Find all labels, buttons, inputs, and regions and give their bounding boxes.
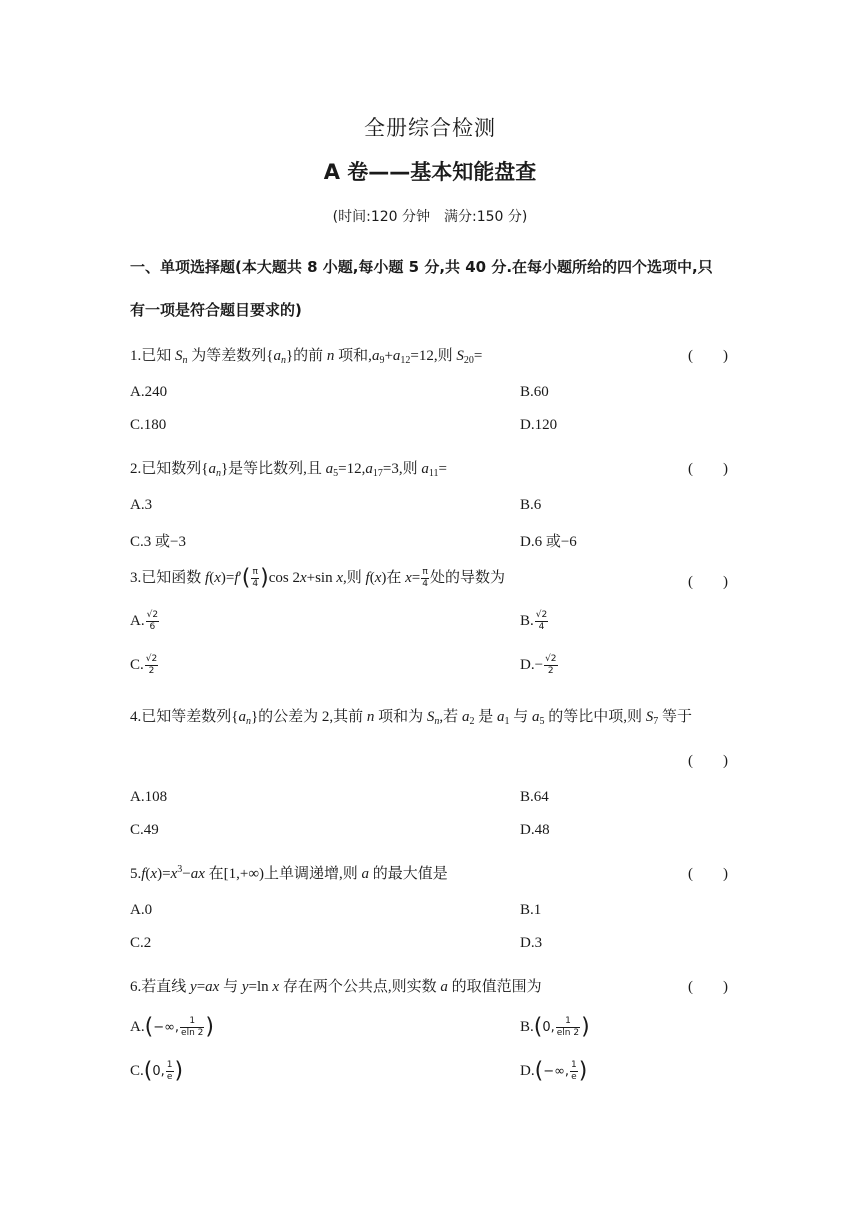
q3-option-d: D.− $\frac{√2}{2}$ xyxy=(520,654,557,676)
q1-option-b: B.60 xyxy=(520,384,549,400)
q1-option-c: C.180 xyxy=(130,417,167,433)
q5-option-d: D.3 xyxy=(520,935,543,951)
q2-option-b: B.6 xyxy=(520,497,542,513)
q4-option-b: B.64 xyxy=(520,789,549,805)
answer-paren-6: ( ) xyxy=(688,979,728,995)
q1-option-d: D.120 xyxy=(520,417,558,433)
q1-option-a: A.240 xyxy=(130,384,168,400)
question-1: 1.已知 $S_n$ 为等差数列$\{a_n\}$的前 n 项和$,a_9+a_{12}=12$,则 $S_{20}=$ xyxy=(130,348,483,366)
section-heading-line-2: 有一项是符合题目要求的) xyxy=(130,301,302,319)
document-subtitle: A 卷——基本知能盘查 xyxy=(323,160,537,184)
q3-option-c: C. $\frac{√2}{2}$ xyxy=(130,654,158,676)
q6-option-c: C.(0, $\frac{1}{e}$ ) xyxy=(130,1058,184,1084)
answer-paren-5: ( ) xyxy=(688,866,728,882)
answer-paren-4: ( ) xyxy=(688,753,728,769)
answer-paren-1: ( ) xyxy=(688,348,728,364)
q3-option-a: A. $\frac{√2}{6}$ xyxy=(130,610,159,632)
document-title: 全册综合检测 xyxy=(364,116,496,140)
q4-option-a: A.108 xyxy=(130,789,168,805)
answer-paren-2: ( ) xyxy=(688,461,728,477)
q3-option-b: B. $\frac{√2}{4}$ xyxy=(520,610,548,632)
q4-option-d: D.48 xyxy=(520,822,550,838)
question-3: 3.已知函数 f(x)=f′( $\frac{\pi}{4}$ )cos 2x+sin x,则 f(x)在 x= $\frac{\pi}{4}$ 处的导数为 xyxy=(130,565,506,591)
q2-option-a: A.3 xyxy=(130,497,153,513)
q6-option-b: B.(0, $\frac{1}{eln 2}$ ) xyxy=(520,1014,590,1040)
section-heading-line-1: 一、单项选择题(本大题共 8 小题,每小题 5 分,共 40 分.在每小题所给的四个选项中,只 xyxy=(130,258,713,276)
time-score-info: (时间:120 分钟 满分:150 分) xyxy=(332,209,528,225)
question-4: 4.已知等差数列$\{a_n\}$的公差为 2,其前 n 项和为 $S_n$,若 $a_2$ 是 $a_1$ 与 $a_5$ 的等比中项,则 $S_7$ 等于 xyxy=(130,709,692,727)
q5-option-a: A.0 xyxy=(130,902,153,918)
answer-paren-3: ( ) xyxy=(688,574,728,590)
q4-option-c: C.49 xyxy=(130,822,159,838)
question-2: 2.已知数列$\{a_n\}$是等比数列,且 $a_5=12,a_{17}=3$,则 $a_{11}=$ xyxy=(130,461,447,479)
question-6: 6.若直线 y=ax 与 y=ln x 存在两个公共点,则实数 a 的取值范围为 xyxy=(130,979,542,995)
q2-option-d: D.6 或−6 xyxy=(520,534,577,550)
q6-option-a: A.(−∞, $\frac{1}{eln 2}$ ) xyxy=(130,1014,214,1040)
q5-option-b: B.1 xyxy=(520,902,542,918)
q6-option-d: D.(−∞, $\frac{1}{e}$ ) xyxy=(520,1058,588,1084)
q5-option-c: C.2 xyxy=(130,935,152,951)
q2-option-c: C.3 或−3 xyxy=(130,534,186,550)
question-5: $5.f(x)=x^3-ax$ 在[1,+∞)上单调递增,则 a 的最大值是 xyxy=(130,864,448,882)
